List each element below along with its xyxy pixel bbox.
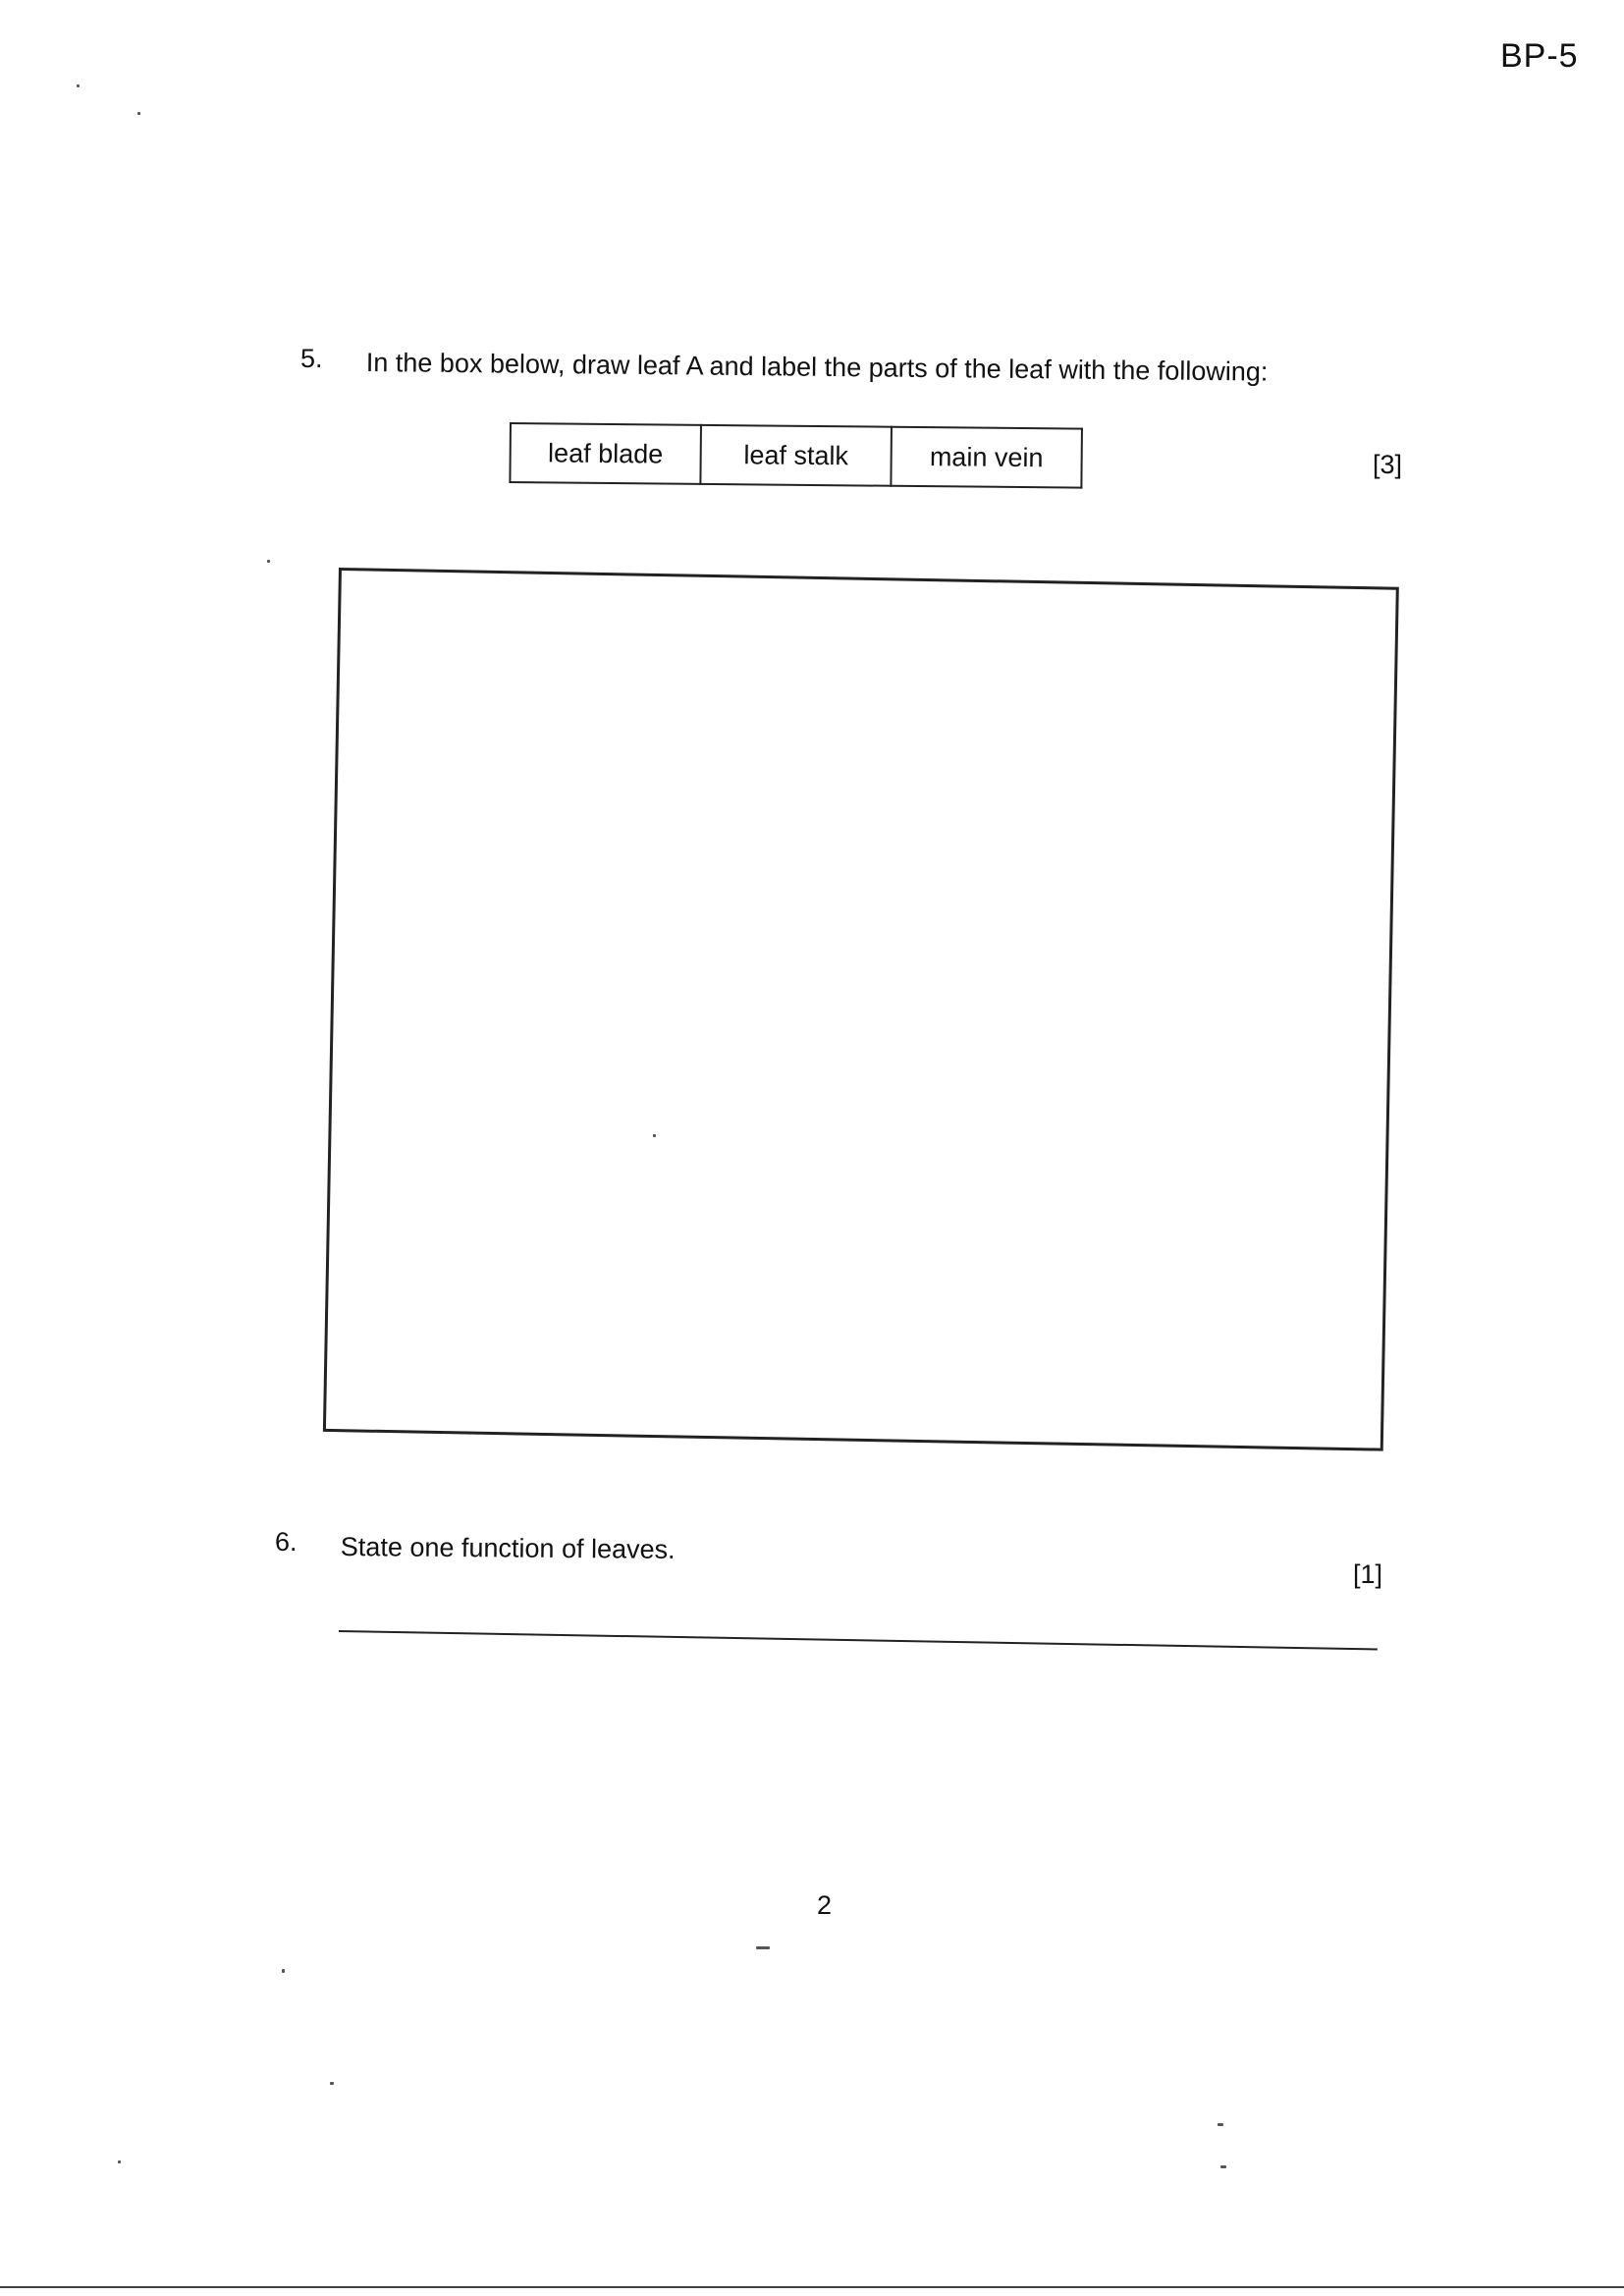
- scan-speck: [282, 1969, 285, 1973]
- scan-speck: [77, 84, 80, 87]
- question-6-text: State one function of leaves.: [340, 1532, 676, 1564]
- page-code: BP-5: [1500, 37, 1579, 75]
- scan-speck: [756, 1946, 770, 1949]
- label-options-table: [509, 422, 1083, 489]
- question-5-number: 5.: [300, 344, 323, 373]
- scan-speck: [118, 2160, 121, 2163]
- scan-speck: [267, 560, 270, 563]
- question-6-number: 6.: [275, 1527, 298, 1557]
- label-leaf-stalk: leaf stalk: [700, 425, 892, 486]
- question-6-marks: [1]: [1353, 1559, 1383, 1589]
- scan-speck: [137, 112, 140, 115]
- question-5-marks: [3]: [1373, 450, 1403, 479]
- page-number: 2: [817, 1890, 833, 1920]
- label-main-vein: main vein: [891, 427, 1082, 488]
- scan-speck: [653, 1134, 656, 1137]
- question-5-text: In the box below, draw leaf A and label the parts of the leaf with the following:: [365, 348, 1269, 387]
- scan-speck: [330, 2082, 334, 2085]
- scan-speck: [1220, 2165, 1226, 2168]
- page-bottom-edge: [0, 2286, 1624, 2288]
- scan-speck: [1218, 2123, 1223, 2126]
- drawing-answer-box[interactable]: [323, 568, 1399, 1451]
- label-leaf-blade: leaf blade: [510, 423, 701, 484]
- answer-line[interactable]: [339, 1630, 1378, 1650]
